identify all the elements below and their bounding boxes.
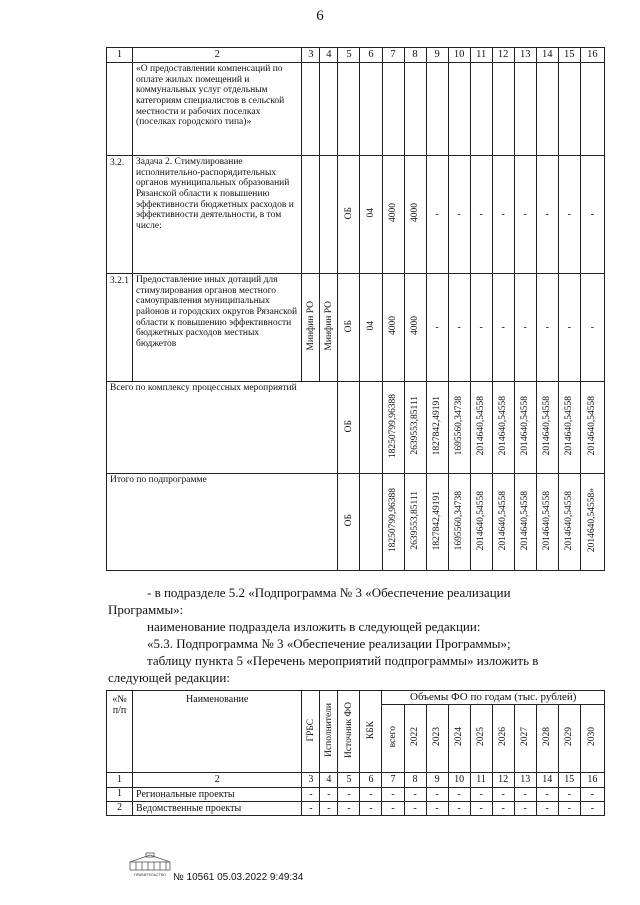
col-index: 4 — [320, 773, 338, 788]
paragraph: наименование подраздела изложить в следующей редакции: — [147, 619, 481, 634]
year-header: 2023 — [431, 727, 442, 747]
col-index: 9 — [426, 773, 448, 788]
col-index: 5 — [338, 48, 360, 63]
total-value: 2014640,54558 — [519, 490, 530, 550]
registration-number: № 10561 05.03.2022 9:49:34 — [173, 872, 304, 883]
year-header: 2025 — [475, 727, 486, 747]
col-index: 2 — [133, 773, 302, 788]
paragraph: - в подразделе 5.2 «Подпрограмма № 3 «Обеспечение реализации — [147, 585, 511, 600]
table-row: 1 Региональные проекты - - - - - - - - - - - - - - — [107, 788, 605, 802]
row-name: Ведомственные проекты — [133, 802, 302, 816]
total-value: 2014640,54558 — [541, 396, 552, 456]
funding-source: ОБ — [338, 274, 360, 382]
value-2022: 4000 — [404, 274, 426, 382]
total-row — [107, 382, 605, 474]
col-index: 4 — [320, 48, 338, 63]
total-value: 2639553,85111 — [409, 490, 420, 550]
row-number: 1 — [107, 788, 133, 802]
table-row: 2 Ведомственные проекты - - - - - - - - - - - - - - — [107, 802, 605, 816]
year-header: 2024 — [453, 727, 464, 747]
header-funding-source: Источник ФО — [343, 701, 354, 758]
value-2022: 4000 — [404, 156, 426, 274]
year-header: 2029 — [563, 727, 574, 747]
col-index: 8 — [404, 48, 426, 63]
header-num: «№ п/п — [107, 691, 133, 773]
executor: Минфин РО — [320, 274, 338, 382]
header-grbs: ГРБС — [305, 718, 316, 742]
col-index: 16 — [580, 48, 604, 63]
col-index: 6 — [360, 773, 382, 788]
table-row: 3.2. Задача 2. Стимулирование исполнительно-распорядительных органов муниципальных образований Рязанской области к повышению эффективности бюджетных расходов и эффективности деятельности, в том числе: ОБ 04 4000 4000 - - - - - - - - — [107, 156, 605, 274]
col-index: 14 — [536, 48, 558, 63]
measure-name: Задача 2. Стимулирование исполнительно-распорядительных органов муниципальных образований Рязанской области к повышению эффективности бюджетных расходов и эффективности деятельности, в том числе: — [133, 156, 302, 274]
funding-source: ОБ — [343, 419, 354, 432]
total-value: 2014640,54558 — [475, 490, 486, 550]
col-index: 15 — [558, 773, 580, 788]
funding-source: ОБ — [343, 514, 354, 527]
col-index: 11 — [470, 48, 492, 63]
col-index: 1 — [107, 773, 133, 788]
col-index: 11 — [470, 773, 492, 788]
col-index: 14 — [536, 773, 558, 788]
value-total: 4000 — [382, 156, 404, 274]
col-index: 10 — [448, 773, 470, 788]
total-value: 1827842,49191 — [431, 396, 442, 456]
funding-source: ОБ — [338, 156, 360, 274]
column-index-row — [107, 773, 605, 788]
total-value: 2014640,54558 — [587, 396, 598, 456]
total-value: 2014640,54558 — [475, 396, 486, 456]
paragraph: Программы»: — [108, 602, 184, 617]
total-value: 18250799,96388 — [387, 393, 398, 458]
year-header: всего — [387, 726, 398, 748]
year-header: 2027 — [519, 727, 530, 747]
col-index: 12 — [492, 773, 514, 788]
page-number: 6 — [316, 8, 324, 24]
col-index: 2 — [133, 48, 302, 63]
total-value: 2014640,54558 — [497, 396, 508, 456]
row-number: 3.2.1 — [107, 274, 133, 382]
table-row — [107, 63, 605, 156]
table-row: 3.2.1 Предоставление иных дотаций для стимулирования органов местного самоуправления муниципальных районов и городских округов Рязанской области к повышению эффективности бюджетных расходов местных бюджетов Минфин РО Минфин РО ОБ 04 4000 4000 - - - - - - - - — [107, 274, 605, 382]
total-label: Итого по подпрограмме — [107, 474, 338, 571]
total-value: 1827842,49191 — [431, 490, 442, 550]
col-index: 3 — [302, 773, 320, 788]
subprogram-table — [106, 690, 605, 816]
stamp-text: ПРАВИТЕЛЬСТВО — [133, 873, 167, 877]
col-index: 5 — [338, 773, 360, 788]
total-value: 18250799,96388 — [387, 488, 398, 553]
total-value: 2014640,54558» — [587, 488, 598, 553]
col-index: 7 — [382, 48, 404, 63]
col-index: 9 — [426, 48, 448, 63]
col-index: 12 — [492, 48, 514, 63]
header-name: Наименование — [133, 691, 302, 773]
government-building-stamp-icon — [126, 850, 174, 878]
paragraph: следующей редакции: — [108, 670, 230, 685]
header-executors: Исполнители — [323, 702, 334, 757]
row-number: 2 — [107, 802, 133, 816]
measure-name: «О предоставлении компенсаций по оплате жилых помещений и коммунальных услуг отдельным категориям специалистов в сельской местности и рабочих поселках (поселках городского типа)» — [133, 63, 302, 156]
grbs: Минфин РО — [302, 274, 320, 382]
total-label: Всего по комплексу процессных мероприятий — [107, 382, 338, 474]
column-index-row — [107, 48, 605, 63]
col-index: 10 — [448, 48, 470, 63]
year-header: 2030 — [587, 727, 598, 747]
kbk: 04 — [360, 274, 382, 382]
total-value: 1695560,34738 — [453, 396, 464, 456]
total-value: 2639553,85111 — [409, 396, 420, 456]
year-header: 2026 — [497, 727, 508, 747]
header-kbk: КБК — [365, 720, 376, 739]
measures-table — [106, 47, 605, 571]
col-index: 16 — [580, 773, 604, 788]
col-index: 1 — [107, 48, 133, 63]
total-value: 2014640,54558 — [541, 490, 552, 550]
col-index: 13 — [514, 48, 536, 63]
col-index: 8 — [404, 773, 426, 788]
col-index: 15 — [558, 48, 580, 63]
total-value: 2014640,54558 — [519, 396, 530, 456]
col-index: 3 — [302, 48, 320, 63]
total-value: 2014640,54558 — [497, 490, 508, 550]
total-value: 1695560,34738 — [453, 490, 464, 550]
header-volumes: Объемы ФО по годам (тыс. рублей) — [382, 691, 605, 705]
col-index: 6 — [360, 48, 382, 63]
col-index: 7 — [382, 773, 404, 788]
col-index: 13 — [514, 773, 536, 788]
year-header: 2028 — [541, 727, 552, 747]
paragraph: таблицу пункта 5 «Перечень мероприятий подпрограммы» изложить в — [147, 653, 539, 668]
row-number: 3.2. — [107, 156, 133, 274]
total-row — [107, 474, 605, 571]
row-name: Региональные проекты — [133, 788, 302, 802]
total-value: 2014640,54558 — [563, 490, 574, 550]
paragraph: «5.3. Подпрограмма № 3 «Обеспечение реализации Программы»; — [147, 636, 511, 651]
kbk: 04 — [360, 156, 382, 274]
measure-name: Предоставление иных дотаций для стимулирования органов местного самоуправления муниципальных районов и городских округов Рязанской области к повышению эффективности бюджетных расходов местных бюджетов — [133, 274, 302, 382]
value-total: 4000 — [382, 274, 404, 382]
total-value: 2014640,54558 — [563, 396, 574, 456]
year-header: 2022 — [409, 727, 420, 747]
